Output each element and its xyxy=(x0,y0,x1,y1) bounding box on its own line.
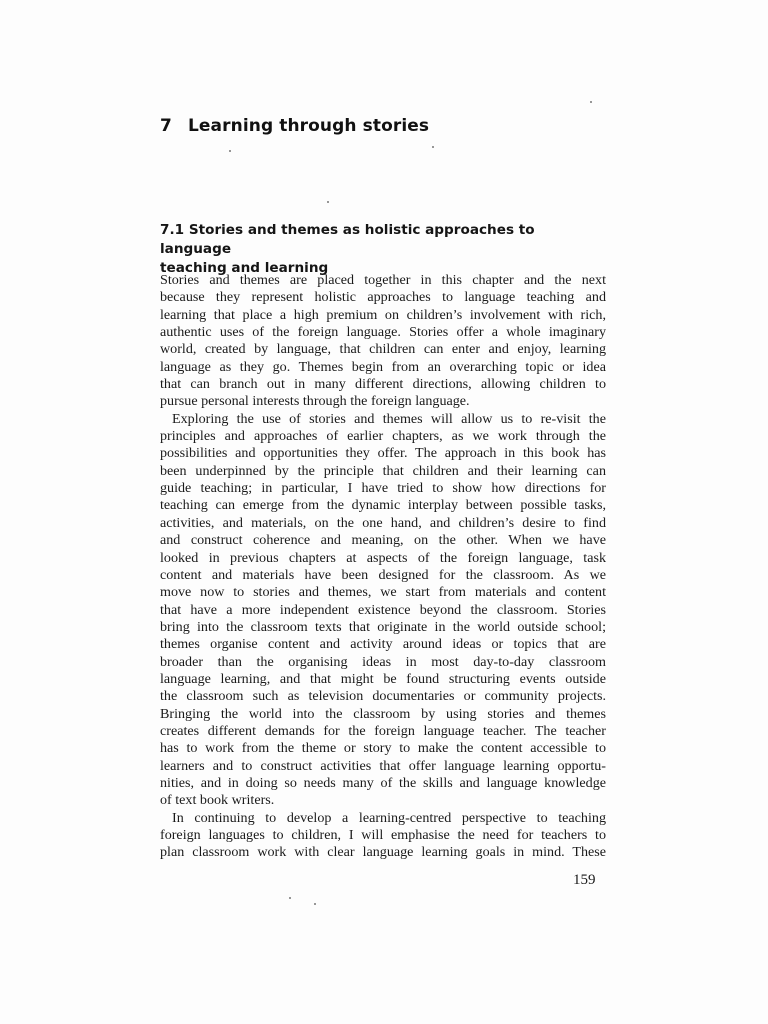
text-line: content and materials have been designed for the classroom. As we xyxy=(160,566,606,583)
paragraph xyxy=(160,810,606,862)
text-line: that can branch out in many different directions, allowing children to xyxy=(160,376,606,393)
text-line: language learning, and that might be found structuring events outside xyxy=(160,670,606,687)
text-line: foreign languages to children, I will emphasise the need for teachers to xyxy=(160,827,606,843)
scan-speck xyxy=(432,146,434,148)
section-title xyxy=(160,221,600,278)
text-line: plan classroom work with clear language learning goals in mind. These xyxy=(160,844,606,861)
text-line: authentic uses of the foreign language. Stories offer a whole imaginary xyxy=(160,324,606,341)
scan-speck xyxy=(229,150,231,152)
text-line: and construct coherence and meaning, on the other. When we have xyxy=(160,532,606,549)
text-line: creates different demands for the foreign language teacher. The teacher xyxy=(160,722,606,739)
text-line: been underpinned by the principle that children and their learning can xyxy=(160,462,606,479)
text-line: Exploring the use of stories and themes will allow us to re-visit the xyxy=(172,410,606,427)
chapter-title-text: Learning through stories xyxy=(188,116,430,136)
text-line: activities, and materials, on the one hand, and children’s desire to find xyxy=(160,514,606,531)
text-line: of text book writers. xyxy=(160,792,275,809)
scan-speck xyxy=(289,897,291,899)
text-line: has to work from the theme or story to make the content accessible to xyxy=(160,740,606,757)
text-line: because they represent holistic approaches to language teaching and xyxy=(160,289,606,306)
text-line: pursue personal interests through the foreign language. xyxy=(160,393,470,410)
text-line: language as they go. Themes begin from an overarching topic or idea xyxy=(160,358,606,375)
scan-speck xyxy=(314,903,316,905)
text-line: learners and to construct activities that offer language learning opportu- xyxy=(160,757,606,774)
scan-speck xyxy=(590,101,592,103)
text-line: principles and approaches of earlier chapters, as we work through the xyxy=(160,428,606,445)
paragraph xyxy=(160,411,606,810)
text-line: world, created by language, that children can enter and enjoy, learning xyxy=(160,341,606,358)
text-line: themes organise content and activity around ideas or topics that are xyxy=(160,636,606,653)
section-title-line: 7.1 Stories and themes as holistic approaches to language xyxy=(160,222,535,257)
paragraph xyxy=(160,272,606,411)
text-line: looked in previous chapters at aspects of the foreign language, task xyxy=(160,549,606,566)
text-line: move now to stories and themes, we start from materials and content xyxy=(160,584,606,601)
text-line: bring into the classroom texts that originate in the world outside school; xyxy=(160,618,606,635)
text-line: nities, and in doing so needs many of the skills and language knowledge xyxy=(160,774,606,791)
text-line: that have a more independent existence beyond the classroom. Stories xyxy=(160,601,606,618)
text-line: the classroom such as television documentaries or community projects. xyxy=(160,688,606,705)
text-line: guide teaching; in particular, I have tried to show how directions for xyxy=(160,480,606,497)
text-line: Bringing the world into the classroom by using stories and themes xyxy=(160,705,606,722)
text-line: learning that place a high premium on children’s involvement with rich, xyxy=(160,306,606,323)
text-line: In continuing to develop a learning-centred perspective to teaching xyxy=(172,809,606,826)
body-text xyxy=(160,272,606,862)
section-title-line: teaching and learning xyxy=(160,260,329,276)
scan-speck xyxy=(327,201,329,203)
text-line: teaching can emerge from the dynamic interplay between possible tasks, xyxy=(160,497,606,514)
chapter-title xyxy=(160,116,429,136)
chapter-number: 7 xyxy=(160,116,172,136)
text-line: possibilities and opportunities they offer. The approach in this book has xyxy=(160,445,606,462)
page-number: 159 xyxy=(573,872,596,888)
text-line: Stories and themes are placed together in this chapter and the next xyxy=(160,272,606,288)
text-line: broader than the organising ideas in most day-to-day classroom xyxy=(160,653,606,670)
